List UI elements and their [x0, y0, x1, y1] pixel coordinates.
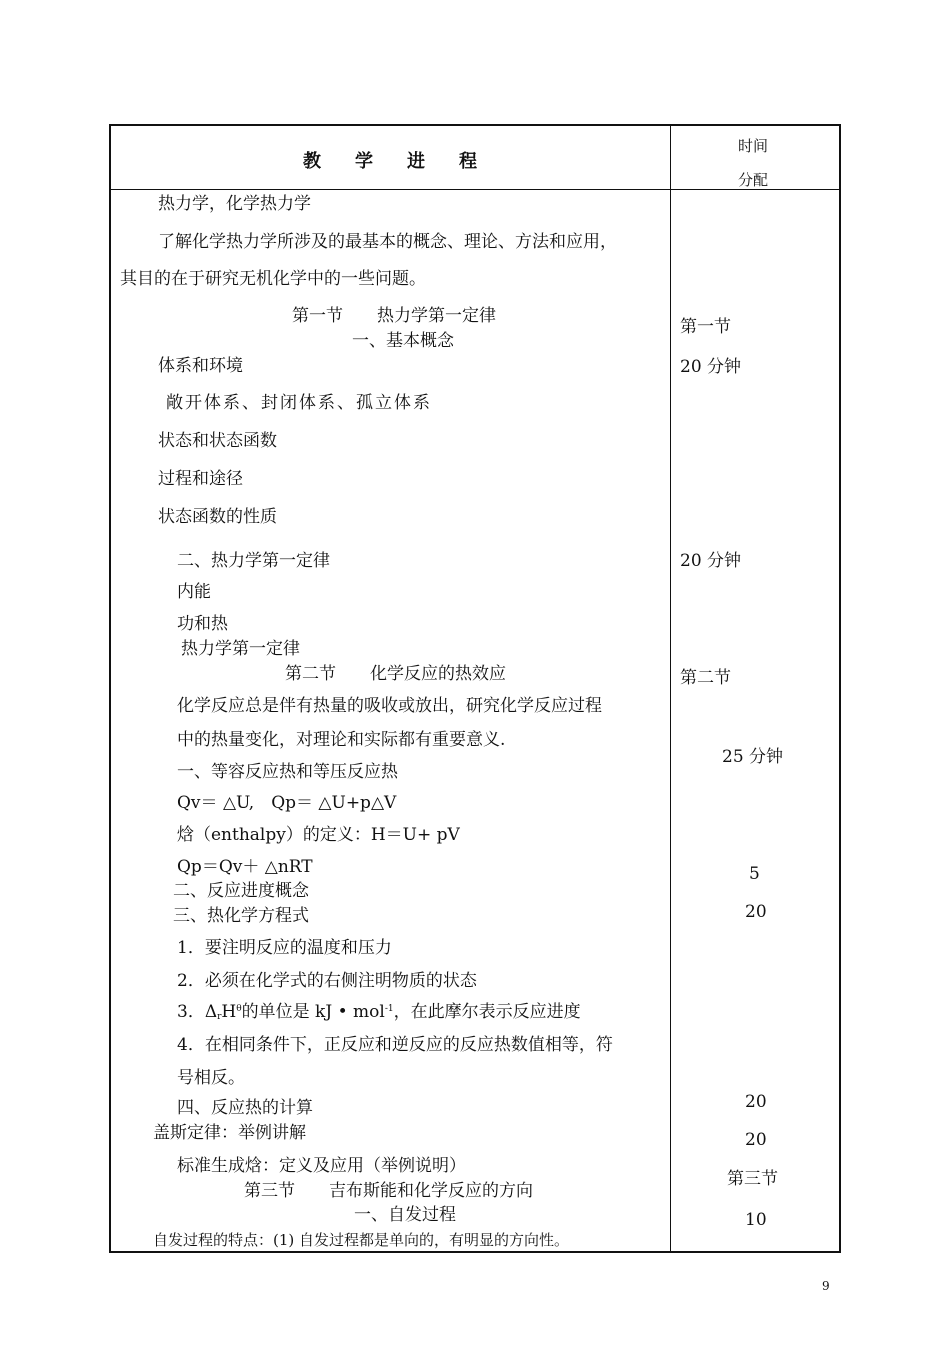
line-heat-effect-1: 化学反应总是伴有热量的吸收或放出，研究化学反应过程 — [177, 696, 602, 716]
line-system-environment: 体系和环境 — [158, 356, 243, 376]
section-3-title: 第三节 吉布斯能和化学反应的方向 — [244, 1181, 533, 1201]
time-10: 10 — [745, 1210, 767, 1230]
line-internal-energy: 内能 — [177, 582, 211, 602]
line-state-function-properties: 状态函数的性质 — [158, 507, 277, 527]
time-section-3: 第三节 — [727, 1169, 778, 1189]
line-state-function: 状态和状态函数 — [158, 431, 277, 451]
subsection-thermochemical-equation: 三、热化学方程式 — [173, 906, 309, 926]
header-allocation: 分配 — [738, 171, 769, 189]
time-5: 5 — [749, 864, 760, 884]
header-divider — [109, 189, 841, 190]
line-first-law: 热力学第一定律 — [181, 639, 300, 659]
time-20-min-1: 20 分钟 — [680, 357, 742, 377]
line-hess-law: 盖斯定律：举例讲解 — [153, 1123, 306, 1143]
time-20-b: 20 — [745, 1092, 767, 1112]
time-20-c: 20 — [745, 1130, 767, 1150]
section-2-title: 第二节 化学反应的热效应 — [285, 664, 506, 684]
formula-qv-qp: Qv＝ △U, Qp＝ △U+p△V — [177, 793, 397, 813]
time-20-min-2: 20 分钟 — [680, 551, 742, 571]
rule-3: 3．$\Delta_rH^\theta$的单位是 kJ • mol$^{-1}$，在此摩尔表示反应进度 — [177, 1002, 581, 1022]
line-system-types: 敞开体系、封闭体系、孤立体系 — [166, 393, 432, 413]
rule-4-line-1: 4．在相同条件下，正反应和逆反应的反应热数值相等，符 — [177, 1035, 613, 1055]
column-divider — [670, 124, 671, 1253]
time-section-2: 第二节 — [680, 668, 731, 688]
line-spontaneous-features: 自发过程的特点：(1) 自发过程都是单向的，有明显的方向性。 — [153, 1231, 570, 1249]
formula-enthalpy: 焓（enthalpy）的定义：H＝U+ pV — [177, 825, 460, 845]
header-teaching-progress: 教学进程 — [303, 151, 511, 172]
line-intro-2: 其目的在于研究无机化学中的一些问题。 — [120, 269, 426, 289]
subsection-first-law: 二、热力学第一定律 — [177, 551, 330, 571]
section-1-title: 第一节 热力学第一定律 — [292, 306, 496, 326]
time-section-1: 第一节 — [680, 317, 731, 337]
line-heat-effect-2: 中的热量变化，对理论和实际都有重要意义. — [177, 730, 506, 750]
line-work-heat: 功和热 — [177, 614, 228, 634]
rule-2: 2．必须在化学式的右侧注明物质的状态 — [177, 971, 477, 991]
rule-4-line-2: 号相反。 — [177, 1068, 245, 1088]
subsection-reaction-heat: 一、等容反应热和等压反应热 — [177, 762, 398, 782]
subsection-heat-calculation: 四、反应热的计算 — [177, 1098, 313, 1118]
line-process-path: 过程和途径 — [158, 469, 243, 489]
header-time: 时间 — [738, 137, 769, 155]
subsection-basic-concepts: 一、基本概念 — [352, 331, 454, 351]
page-number: 9 — [822, 1279, 830, 1293]
line-thermodynamics: 热力学，化学热力学 — [158, 194, 311, 214]
line-standard-enthalpy: 标准生成焓：定义及应用（举例说明） — [177, 1156, 466, 1176]
rule-1: 1．要注明反应的温度和压力 — [177, 938, 392, 958]
time-25-min: 25 分钟 — [722, 747, 784, 767]
subsection-spontaneous-process: 一、自发过程 — [354, 1205, 456, 1225]
formula-qp-qv: Qp＝Qv＋ △nRT — [177, 857, 313, 877]
line-intro-1: 了解化学热力学所涉及的最基本的概念、理论、方法和应用， — [158, 232, 617, 252]
time-20-a: 20 — [745, 902, 767, 922]
subsection-reaction-progress: 二、反应进度概念 — [173, 881, 309, 901]
